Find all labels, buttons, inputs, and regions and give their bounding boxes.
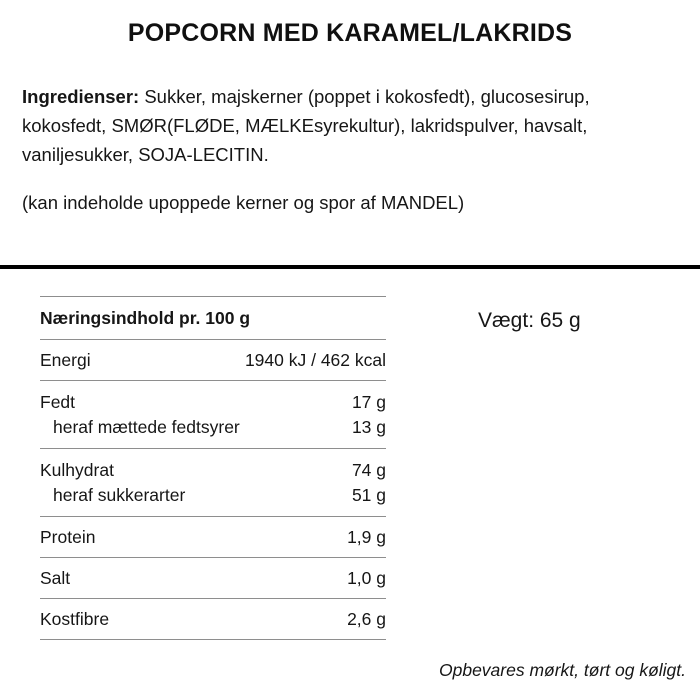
table-row: [40, 517, 386, 557]
nutrient-sub-value: 13 g: [351, 417, 386, 437]
table-row: [40, 381, 386, 448]
ingredients-text: Sukker, majskerner (poppet i kokosfedt), glucosesirup, kokosfedt, SMØR(FLØDE, MÆLKEsyrekultur), lakridspulver, havsalt, vaniljesukker, SOJA-LECITIN.: [22, 86, 590, 165]
ingredients-paragraph: [22, 82, 670, 169]
nutrient-value: 17 g: [351, 392, 386, 412]
nutrient-main-line: [40, 390, 386, 415]
nutrient-sub-value: 51 g: [351, 485, 386, 505]
nutrient-sub-label: heraf mættede fedtsyrer: [53, 417, 240, 437]
nutrient-sub-label: heraf sukkerarter: [53, 485, 186, 505]
table-row: [40, 449, 386, 516]
ingredients-heading: Ingredienser:: [22, 86, 140, 107]
nutrient-value: 74 g: [351, 460, 386, 480]
nutrient-value: 1940 kJ / 462 kcal: [244, 350, 386, 370]
nutrient-main-line: [40, 458, 386, 483]
nutrient-sub-line: [40, 483, 386, 508]
nutrient-sub-line: [40, 415, 386, 440]
allergen-note: (kan indeholde upoppede kerner og spor af MANDEL): [22, 192, 465, 213]
nutrient-label: Salt: [40, 568, 71, 588]
nutrient-label: Fedt: [40, 392, 76, 412]
table-rule-bottom: [40, 639, 386, 640]
nutrient-label: Kostfibre: [40, 609, 110, 629]
nutrition-header-row: [40, 297, 386, 339]
nutrient-label: Protein: [40, 527, 96, 547]
nutrient-label: Energi: [40, 350, 91, 370]
table-row: [40, 599, 386, 639]
nutrition-table: [40, 296, 386, 640]
table-row: [40, 558, 386, 598]
section-divider: [0, 265, 700, 269]
ingredients-block: [22, 82, 670, 169]
storage-instruction: Opbevares mørkt, tørt og køligt.: [439, 660, 686, 680]
table-row: [40, 340, 386, 380]
nutrition-header-label: Næringsindhold pr. 100 g: [40, 308, 251, 328]
page-title: POPCORN MED KARAMEL/LAKRIDS: [127, 19, 573, 47]
nutrient-value: 2,6 g: [347, 609, 386, 629]
nutrient-value: 1,0 g: [347, 568, 386, 588]
nutrient-label: Kulhydrat: [40, 460, 114, 480]
nutrient-value: 1,9 g: [347, 527, 386, 547]
net-weight: Vægt: 65 g: [478, 309, 581, 332]
